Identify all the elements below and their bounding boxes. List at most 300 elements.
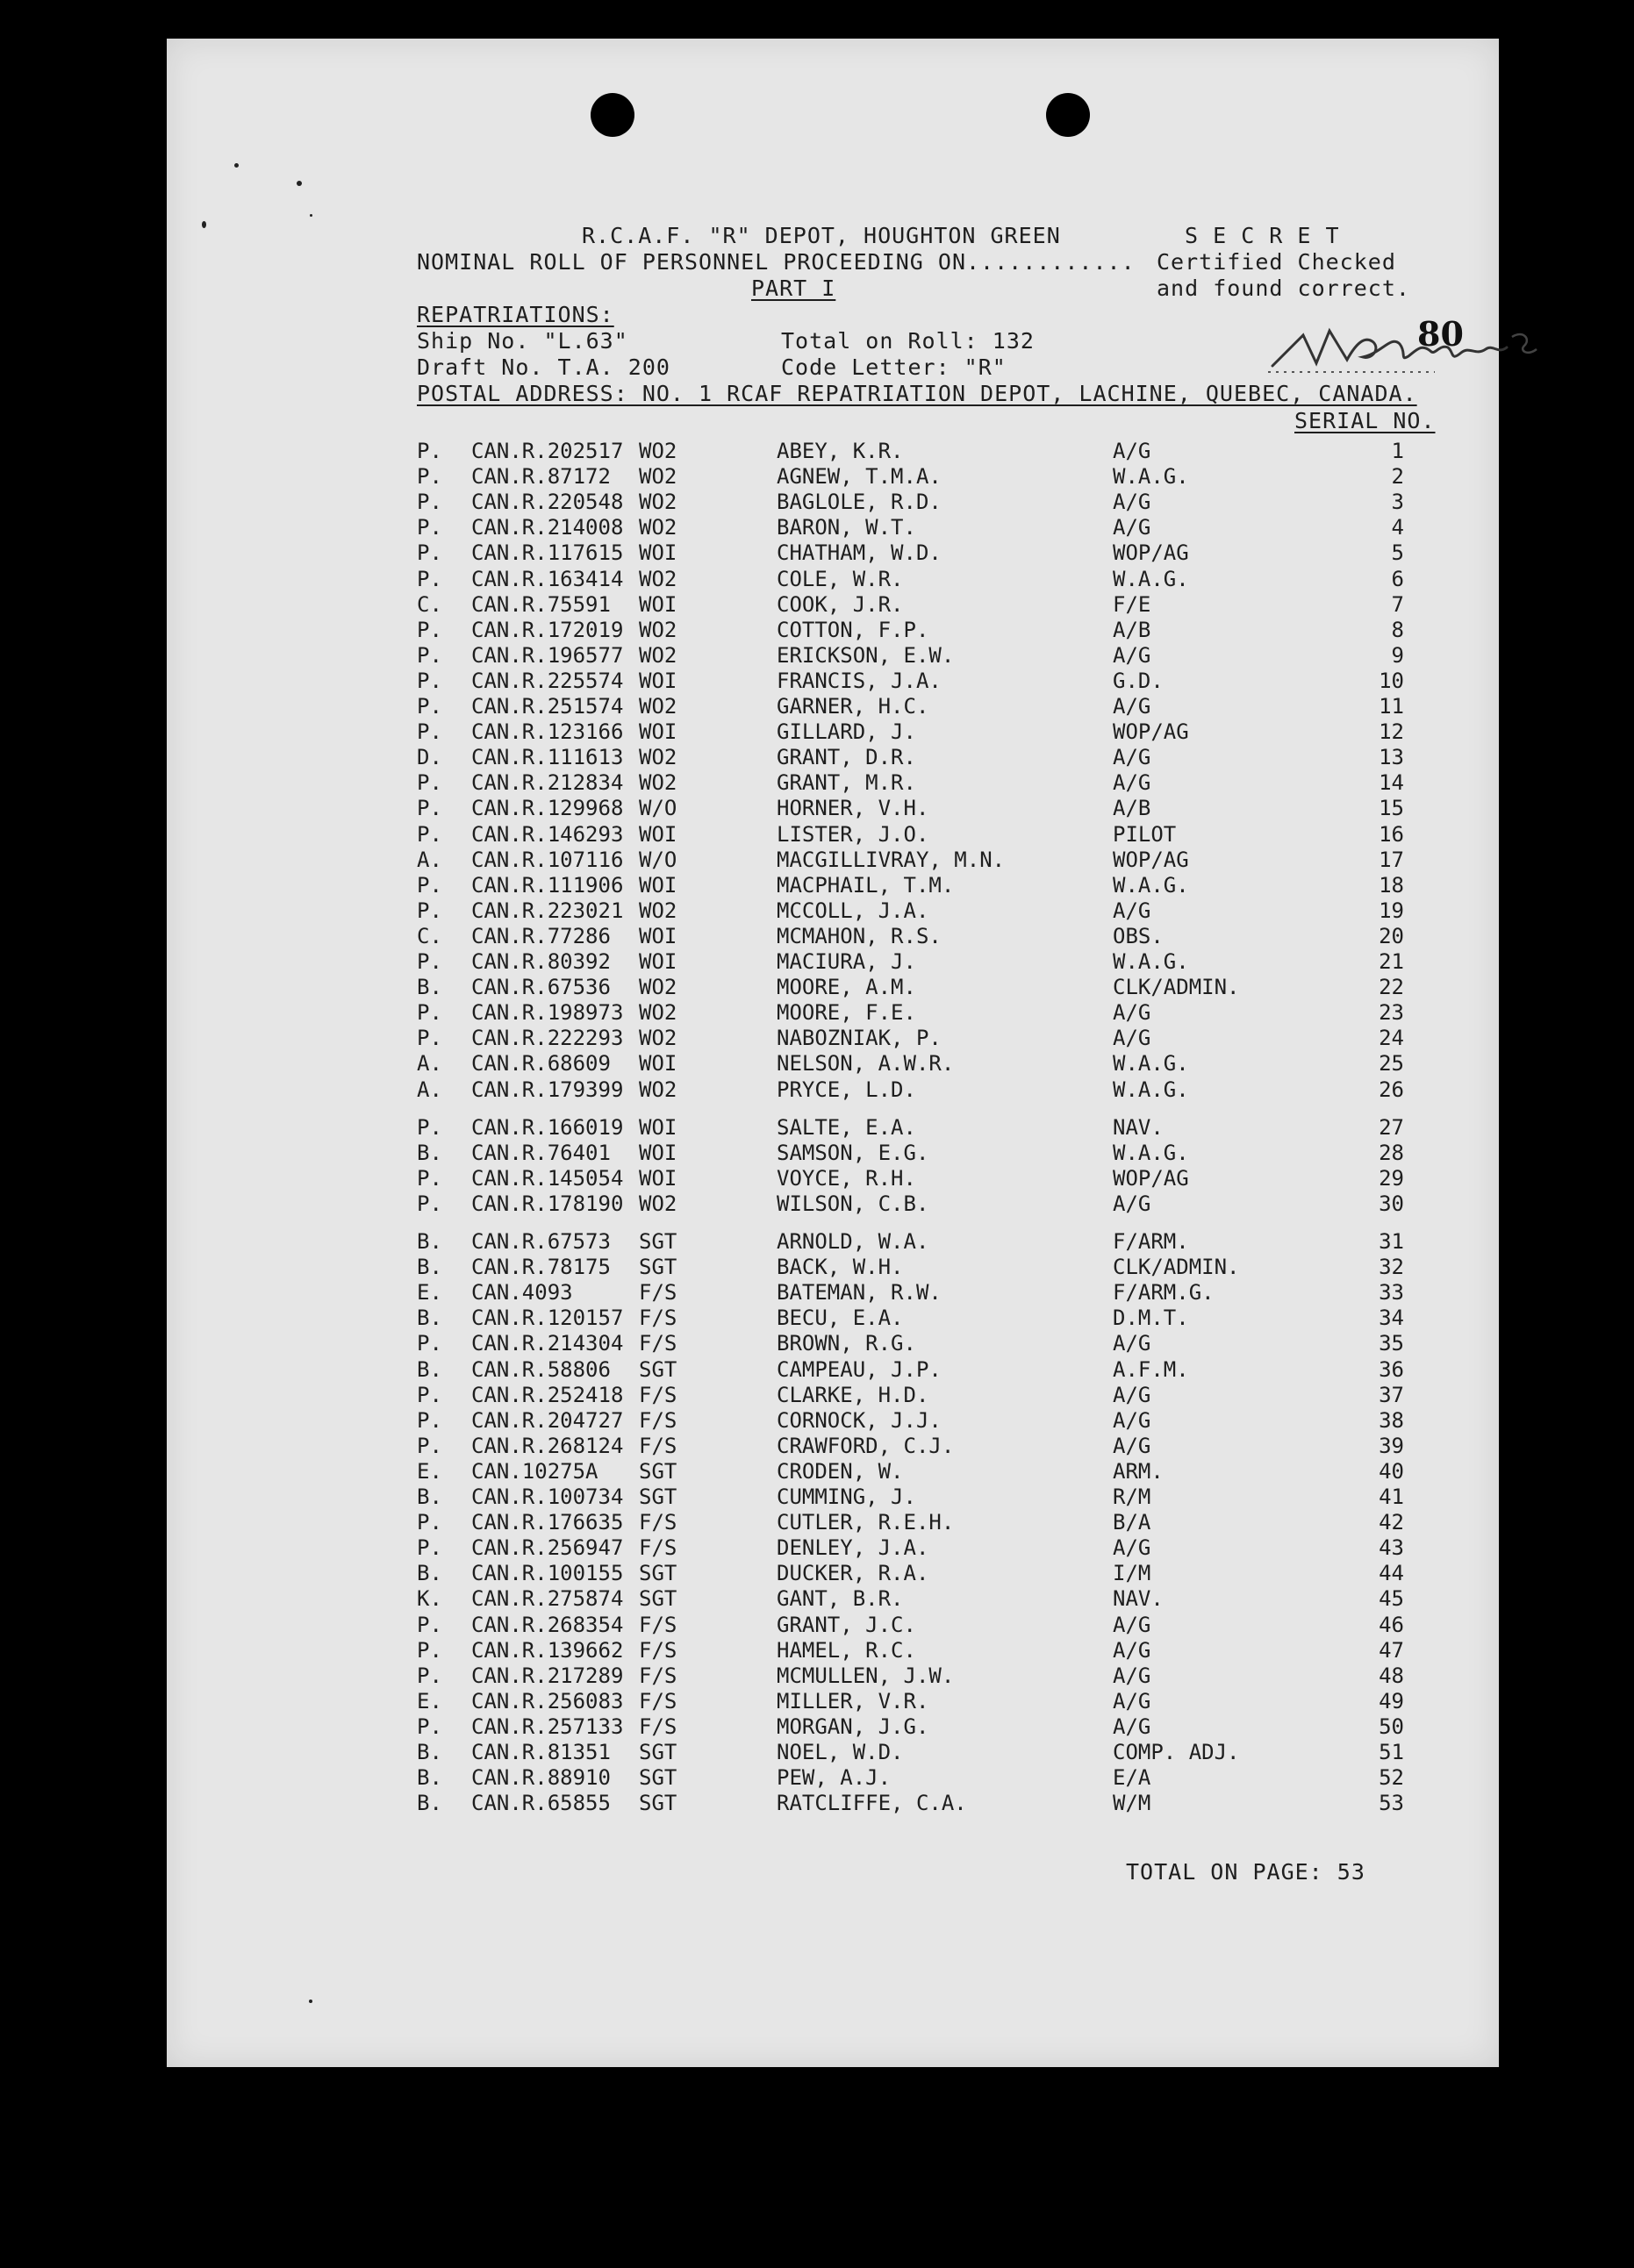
trade: W/M [1113, 1791, 1151, 1816]
part-heading: PART I [751, 275, 836, 301]
service-number: CAN.R.87172 [471, 464, 611, 490]
trade: R/M [1113, 1485, 1151, 1509]
category-code: P. [417, 1114, 442, 1140]
serial-number: 3 [1391, 490, 1404, 515]
serial-number: 10 [1379, 668, 1404, 693]
service-number: CAN.R.67536 [471, 975, 611, 1000]
rank: F/S [639, 1637, 677, 1663]
category-code: P. [417, 1510, 442, 1535]
trade: W.A.G. [1113, 1140, 1189, 1165]
postal-address: POSTAL ADDRESS: NO. 1 RCAF REPATRIATION DEPOT, LACHINE, QUEBEC, CANADA. [417, 381, 1417, 406]
serial-number: 12 [1379, 719, 1404, 745]
service-number: CAN.R.178190 [471, 1191, 624, 1216]
certified-line-2: and found correct. [1157, 275, 1410, 301]
category-code: P. [417, 1407, 442, 1433]
rank: WO2 [639, 745, 677, 770]
rank: WO2 [639, 1000, 677, 1026]
repatriations-heading: REPATRIATIONS: [417, 302, 614, 327]
trade: A/G [1113, 1714, 1151, 1739]
roll-row [167, 1586, 1499, 1612]
service-number: CAN.R.172019 [471, 617, 624, 642]
category-code: P. [417, 1714, 442, 1739]
personnel-name: ERICKSON, E.W. [777, 642, 955, 668]
service-number: CAN.R.78175 [471, 1255, 611, 1280]
service-number: CAN.R.77286 [471, 923, 611, 948]
rank: SGT [639, 1485, 677, 1509]
personnel-name: PRYCE, L.D. [777, 1077, 916, 1102]
serial-number: 18 [1379, 872, 1404, 898]
personnel-name: CORNOCK, J.J. [777, 1407, 942, 1433]
personnel-name: NELSON, A.W.R. [777, 1051, 955, 1077]
personnel-name: BROWN, R.G. [777, 1331, 916, 1356]
serial-number: 19 [1379, 898, 1404, 923]
category-code: P. [417, 719, 442, 745]
category-code: B. [417, 975, 442, 1000]
personnel-name: NABOZNIAK, P. [777, 1026, 942, 1051]
certified-line-1: Certified Checked [1157, 249, 1396, 275]
rank: W/O [639, 847, 677, 872]
service-number: CAN.R.120157 [471, 1306, 624, 1331]
serial-number: 43 [1379, 1535, 1404, 1561]
service-number: CAN.4093 [471, 1280, 573, 1306]
personnel-name: MACGILLIVRAY, M.N. [777, 847, 1006, 872]
serial-number: 24 [1379, 1026, 1404, 1051]
category-code: P. [417, 1331, 442, 1356]
ship-number: Ship No. "L.63" [417, 328, 628, 354]
rank: WOI [639, 668, 677, 693]
serial-number: 4 [1391, 515, 1404, 540]
rank: WO2 [639, 490, 677, 515]
serial-number: 21 [1379, 949, 1404, 974]
rank: WO2 [639, 439, 677, 463]
personnel-name: CUTLER, R.E.H. [777, 1510, 955, 1535]
serial-number: 26 [1379, 1077, 1404, 1102]
service-number: CAN.R.256083 [471, 1688, 624, 1714]
trade: W.A.G. [1113, 464, 1189, 490]
category-code: P. [417, 872, 442, 898]
personnel-name: LISTER, J.O. [777, 821, 929, 847]
personnel-name: CAMPEAU, J.P. [777, 1356, 942, 1382]
service-number: CAN.R.75591 [471, 591, 611, 617]
trade: NAV. [1113, 1586, 1164, 1612]
rank: WO2 [639, 617, 677, 642]
roll-row [167, 1510, 1499, 1535]
serial-number: 50 [1379, 1714, 1404, 1739]
personnel-name: SALTE, E.A. [777, 1114, 916, 1140]
personnel-name: GANT, B.R. [777, 1586, 904, 1612]
roll-row [167, 1535, 1499, 1561]
serial-number: 40 [1379, 1458, 1404, 1484]
personnel-name: MACIURA, J. [777, 949, 916, 974]
category-code: B. [417, 1306, 442, 1331]
category-code: B. [417, 1485, 442, 1509]
roll-row [167, 515, 1499, 540]
rank: WO2 [639, 464, 677, 490]
serial-number: 41 [1379, 1485, 1404, 1509]
rank: SGT [639, 1356, 677, 1382]
roll-row [167, 592, 1499, 618]
category-code: P. [417, 1433, 442, 1458]
service-number: CAN.R.139662 [471, 1637, 624, 1663]
serial-number: 31 [1379, 1229, 1404, 1254]
personnel-name: WILSON, C.B. [777, 1191, 929, 1216]
serial-number: 49 [1379, 1688, 1404, 1714]
category-code: B. [417, 1740, 442, 1764]
rank: WOI [639, 1165, 677, 1191]
category-code: P. [417, 540, 442, 566]
rank: WO2 [639, 566, 677, 591]
trade: A/G [1113, 515, 1151, 540]
category-code: P. [417, 642, 442, 668]
roll-row [167, 1714, 1499, 1740]
service-number: CAN.R.202517 [471, 439, 624, 463]
category-code: P. [417, 694, 442, 719]
serial-no-heading: SERIAL NO. [1294, 408, 1436, 433]
roll-row [167, 464, 1499, 490]
rank: F/S [639, 1714, 677, 1739]
rank: SGT [639, 1255, 677, 1280]
roll-row [167, 643, 1499, 669]
rank: SGT [639, 1740, 677, 1764]
trade: OBS. [1113, 923, 1164, 948]
rank: SGT [639, 1586, 677, 1612]
trade: F/ARM.G. [1113, 1280, 1215, 1306]
serial-number: 16 [1379, 821, 1404, 847]
service-number: CAN.R.129968 [471, 796, 624, 821]
category-code: P. [417, 617, 442, 642]
personnel-name: COLE, W.R. [777, 566, 904, 591]
rank: SGT [639, 1458, 677, 1484]
trade: A/G [1113, 439, 1151, 463]
trade: W.A.G. [1113, 1051, 1189, 1077]
serial-number: 25 [1379, 1051, 1404, 1077]
trade: A/G [1113, 1191, 1151, 1216]
trade: F/E [1113, 591, 1151, 617]
category-code: B. [417, 1356, 442, 1382]
trade: A/G [1113, 1382, 1151, 1407]
personnel-name: BARON, W.T. [777, 515, 916, 540]
roll-row [167, 1689, 1499, 1714]
service-number: CAN.R.212834 [471, 770, 624, 796]
roll-row [167, 1485, 1499, 1510]
serial-number: 30 [1379, 1191, 1404, 1216]
trade: A/B [1113, 796, 1151, 821]
category-code: D. [417, 745, 442, 770]
roll-row [167, 1280, 1499, 1306]
serial-number: 38 [1379, 1407, 1404, 1433]
rank: SGT [639, 1229, 677, 1254]
roll-row [167, 1000, 1499, 1026]
service-number: CAN.R.146293 [471, 821, 624, 847]
rank: F/S [639, 1535, 677, 1561]
serial-number: 15 [1379, 796, 1404, 821]
personnel-name: CHATHAM, W.D. [777, 540, 942, 566]
category-code: B. [417, 1140, 442, 1165]
roll-row [167, 924, 1499, 949]
rank: WO2 [639, 898, 677, 923]
personnel-name: SAMSON, E.G. [777, 1140, 929, 1165]
roll-row [167, 822, 1499, 848]
roll-row [167, 848, 1499, 873]
service-number: CAN.R.117615 [471, 540, 624, 566]
serial-number: 46 [1379, 1612, 1404, 1637]
roll-row [167, 1408, 1499, 1434]
trade: A/G [1113, 694, 1151, 719]
rank: WOI [639, 1140, 677, 1165]
service-number: CAN.R.58806 [471, 1356, 611, 1382]
personnel-name: MCMULLEN, J.W. [777, 1663, 955, 1688]
total-on-roll: Total on Roll: 132 [781, 328, 1035, 354]
category-code: A. [417, 1051, 442, 1077]
personnel-name: BATEMAN, R.W. [777, 1280, 942, 1306]
personnel-name: CUMMING, J. [777, 1485, 916, 1509]
roll-row [167, 1663, 1499, 1689]
roll-row [167, 490, 1499, 515]
rank: WO2 [639, 515, 677, 540]
service-number: CAN.R.81351 [471, 1740, 611, 1764]
rank: WO2 [639, 642, 677, 668]
trade: A/G [1113, 1688, 1151, 1714]
trade: F/ARM. [1113, 1229, 1189, 1254]
roll-row [167, 694, 1499, 719]
trade: ARM. [1113, 1458, 1164, 1484]
ink-speck [234, 163, 239, 168]
trade: A/G [1113, 1663, 1151, 1688]
roll-row [167, 1077, 1499, 1103]
serial-number: 32 [1379, 1255, 1404, 1280]
category-code: P. [417, 898, 442, 923]
personnel-name: AGNEW, T.M.A. [777, 464, 942, 490]
serial-number: 29 [1379, 1165, 1404, 1191]
service-number: CAN.R.225574 [471, 668, 624, 693]
serial-number: 28 [1379, 1140, 1404, 1165]
personnel-name: HAMEL, R.C. [777, 1637, 916, 1663]
category-code: P. [417, 1612, 442, 1637]
rank: F/S [639, 1382, 677, 1407]
trade: E/A [1113, 1765, 1151, 1791]
roll-row [167, 1191, 1499, 1217]
roll-row [167, 975, 1499, 1000]
roll-row [167, 1229, 1499, 1255]
depot-title: R.C.A.F. "R" DEPOT, HOUGHTON GREEN [582, 223, 1061, 248]
rank: SGT [639, 1561, 677, 1586]
personnel-name: VOYCE, R.H. [777, 1165, 916, 1191]
roll-row [167, 669, 1499, 694]
rank: WOI [639, 923, 677, 948]
rank: WO2 [639, 770, 677, 796]
service-number: CAN.R.268124 [471, 1433, 624, 1458]
service-number: CAN.R.220548 [471, 490, 624, 515]
nominal-roll-line: NOMINAL ROLL OF PERSONNEL PROCEEDING ON............ [417, 249, 1136, 275]
personnel-name: BACK, W.H. [777, 1255, 904, 1280]
trade: W.A.G. [1113, 1077, 1189, 1102]
rank: WOI [639, 949, 677, 974]
rank: F/S [639, 1510, 677, 1535]
roll-row [167, 1613, 1499, 1638]
rank: F/S [639, 1331, 677, 1356]
category-code: P. [417, 515, 442, 540]
category-code: P. [417, 770, 442, 796]
serial-number: 33 [1379, 1280, 1404, 1306]
personnel-name: GARNER, H.C. [777, 694, 929, 719]
roll-row [167, 618, 1499, 643]
personnel-name: ABEY, K.R. [777, 439, 904, 463]
service-number: CAN.R.214304 [471, 1331, 624, 1356]
serial-number: 52 [1379, 1765, 1404, 1791]
rank: WOI [639, 821, 677, 847]
serial-number: 35 [1379, 1331, 1404, 1356]
serial-number: 6 [1391, 566, 1404, 591]
service-number: CAN.R.76401 [471, 1140, 611, 1165]
trade: WOP/AG [1113, 540, 1189, 566]
roll-row [167, 719, 1499, 745]
service-number: CAN.R.275874 [471, 1586, 624, 1612]
service-number: CAN.R.198973 [471, 1000, 624, 1026]
service-number: CAN.R.80392 [471, 949, 611, 974]
personnel-name: CRAWFORD, C.J. [777, 1433, 955, 1458]
trade: NAV. [1113, 1114, 1164, 1140]
rank: SGT [639, 1765, 677, 1791]
trade: A/G [1113, 1026, 1151, 1051]
serial-number: 11 [1379, 694, 1404, 719]
roll-row [167, 1459, 1499, 1485]
ink-speck [310, 214, 312, 217]
personnel-name: GILLARD, J. [777, 719, 916, 745]
ink-speck [309, 2000, 312, 2003]
trade: A/G [1113, 1331, 1151, 1356]
rank: WO2 [639, 1077, 677, 1102]
serial-number: 17 [1379, 847, 1404, 872]
category-code: P. [417, 1637, 442, 1663]
personnel-name: MOORE, A.M. [777, 975, 916, 1000]
roll-row [167, 1434, 1499, 1459]
category-code: C. [417, 923, 442, 948]
roll-row [167, 1765, 1499, 1791]
document-page [167, 39, 1499, 2067]
service-number: CAN.R.196577 [471, 642, 624, 668]
service-number: CAN.R.100734 [471, 1485, 624, 1509]
roll-row [167, 1383, 1499, 1408]
roll-row [167, 1141, 1499, 1166]
category-code: B. [417, 1765, 442, 1791]
personnel-name: DENLEY, J.A. [777, 1535, 929, 1561]
service-number: CAN.R.111906 [471, 872, 624, 898]
serial-number: 44 [1379, 1561, 1404, 1586]
trade: A/G [1113, 1433, 1151, 1458]
serial-number: 13 [1379, 745, 1404, 770]
rank: WOI [639, 591, 677, 617]
service-number: CAN.R.222293 [471, 1026, 624, 1051]
trade: B/A [1113, 1510, 1151, 1535]
personnel-name: MCCOLL, J.A. [777, 898, 929, 923]
trade: WOP/AG [1113, 719, 1189, 745]
category-code: P. [417, 439, 442, 463]
trade: A/G [1113, 642, 1151, 668]
service-number: CAN.R.145054 [471, 1165, 624, 1191]
service-number: CAN.R.204727 [471, 1407, 624, 1433]
serial-number: 23 [1379, 1000, 1404, 1026]
rank: F/S [639, 1688, 677, 1714]
personnel-name: HORNER, V.H. [777, 796, 929, 821]
personnel-name: MILLER, V.R. [777, 1688, 929, 1714]
serial-number: 36 [1379, 1356, 1404, 1382]
rank: F/S [639, 1612, 677, 1637]
serial-number: 53 [1379, 1791, 1404, 1816]
rank: WOI [639, 872, 677, 898]
service-number: CAN.R.68609 [471, 1051, 611, 1077]
category-code: P. [417, 490, 442, 515]
rank: W/O [639, 796, 677, 821]
trade: A/G [1113, 1535, 1151, 1561]
category-code: E. [417, 1280, 442, 1306]
trade: I/M [1113, 1561, 1151, 1586]
roll-row [167, 1306, 1499, 1331]
trade: A/G [1113, 898, 1151, 923]
trade: CLK/ADMIN. [1113, 1255, 1240, 1280]
category-code: A. [417, 1077, 442, 1102]
serial-number: 39 [1379, 1433, 1404, 1458]
punch-hole [1046, 93, 1090, 137]
trade: A/G [1113, 1637, 1151, 1663]
serial-number: 5 [1391, 540, 1404, 566]
category-code: E. [417, 1458, 442, 1484]
personnel-name: CRODEN, W. [777, 1458, 904, 1484]
personnel-name: GRANT, M.R. [777, 770, 916, 796]
code-letter: Code Letter: "R" [781, 354, 1007, 380]
serial-number: 37 [1379, 1382, 1404, 1407]
trade: A/G [1113, 1000, 1151, 1026]
roll-row [167, 1561, 1499, 1586]
personnel-name: BAGLOLE, R.D. [777, 490, 942, 515]
service-number: CAN.R.223021 [471, 898, 624, 923]
serial-number: 2 [1391, 464, 1404, 490]
trade: COMP. ADJ. [1113, 1740, 1240, 1764]
serial-number: 34 [1379, 1306, 1404, 1331]
service-number: CAN.R.268354 [471, 1612, 624, 1637]
personnel-name: PEW, A.J. [777, 1765, 892, 1791]
rank: WO2 [639, 1026, 677, 1051]
rank: WO2 [639, 1191, 677, 1216]
roll-row [167, 1051, 1499, 1077]
page-number: 80 [1417, 314, 1464, 354]
trade: CLK/ADMIN. [1113, 975, 1240, 1000]
total-on-page: TOTAL ON PAGE: 53 [1126, 1859, 1365, 1885]
trade: A/G [1113, 490, 1151, 515]
category-code: P. [417, 1663, 442, 1688]
rank: F/S [639, 1663, 677, 1688]
serial-number: 22 [1379, 975, 1404, 1000]
category-code: B. [417, 1255, 442, 1280]
personnel-name: FRANCIS, J.A. [777, 668, 942, 693]
category-code: P. [417, 1165, 442, 1191]
roll-row [167, 1255, 1499, 1280]
roll-row [167, 1026, 1499, 1051]
trade: G.D. [1113, 668, 1164, 693]
ink-speck [297, 181, 302, 186]
category-code: P. [417, 668, 442, 693]
personnel-name: COTTON, F.P. [777, 617, 929, 642]
service-number: CAN.R.163414 [471, 566, 624, 591]
category-code: P. [417, 796, 442, 821]
personnel-name: ARNOLD, W.A. [777, 1229, 929, 1254]
service-number: CAN.R.65855 [471, 1791, 611, 1816]
serial-number: 47 [1379, 1637, 1404, 1663]
roll-row [167, 873, 1499, 898]
rank: F/S [639, 1407, 677, 1433]
ink-speck [202, 221, 206, 228]
service-number: CAN.R.123166 [471, 719, 624, 745]
category-code: P. [417, 464, 442, 490]
